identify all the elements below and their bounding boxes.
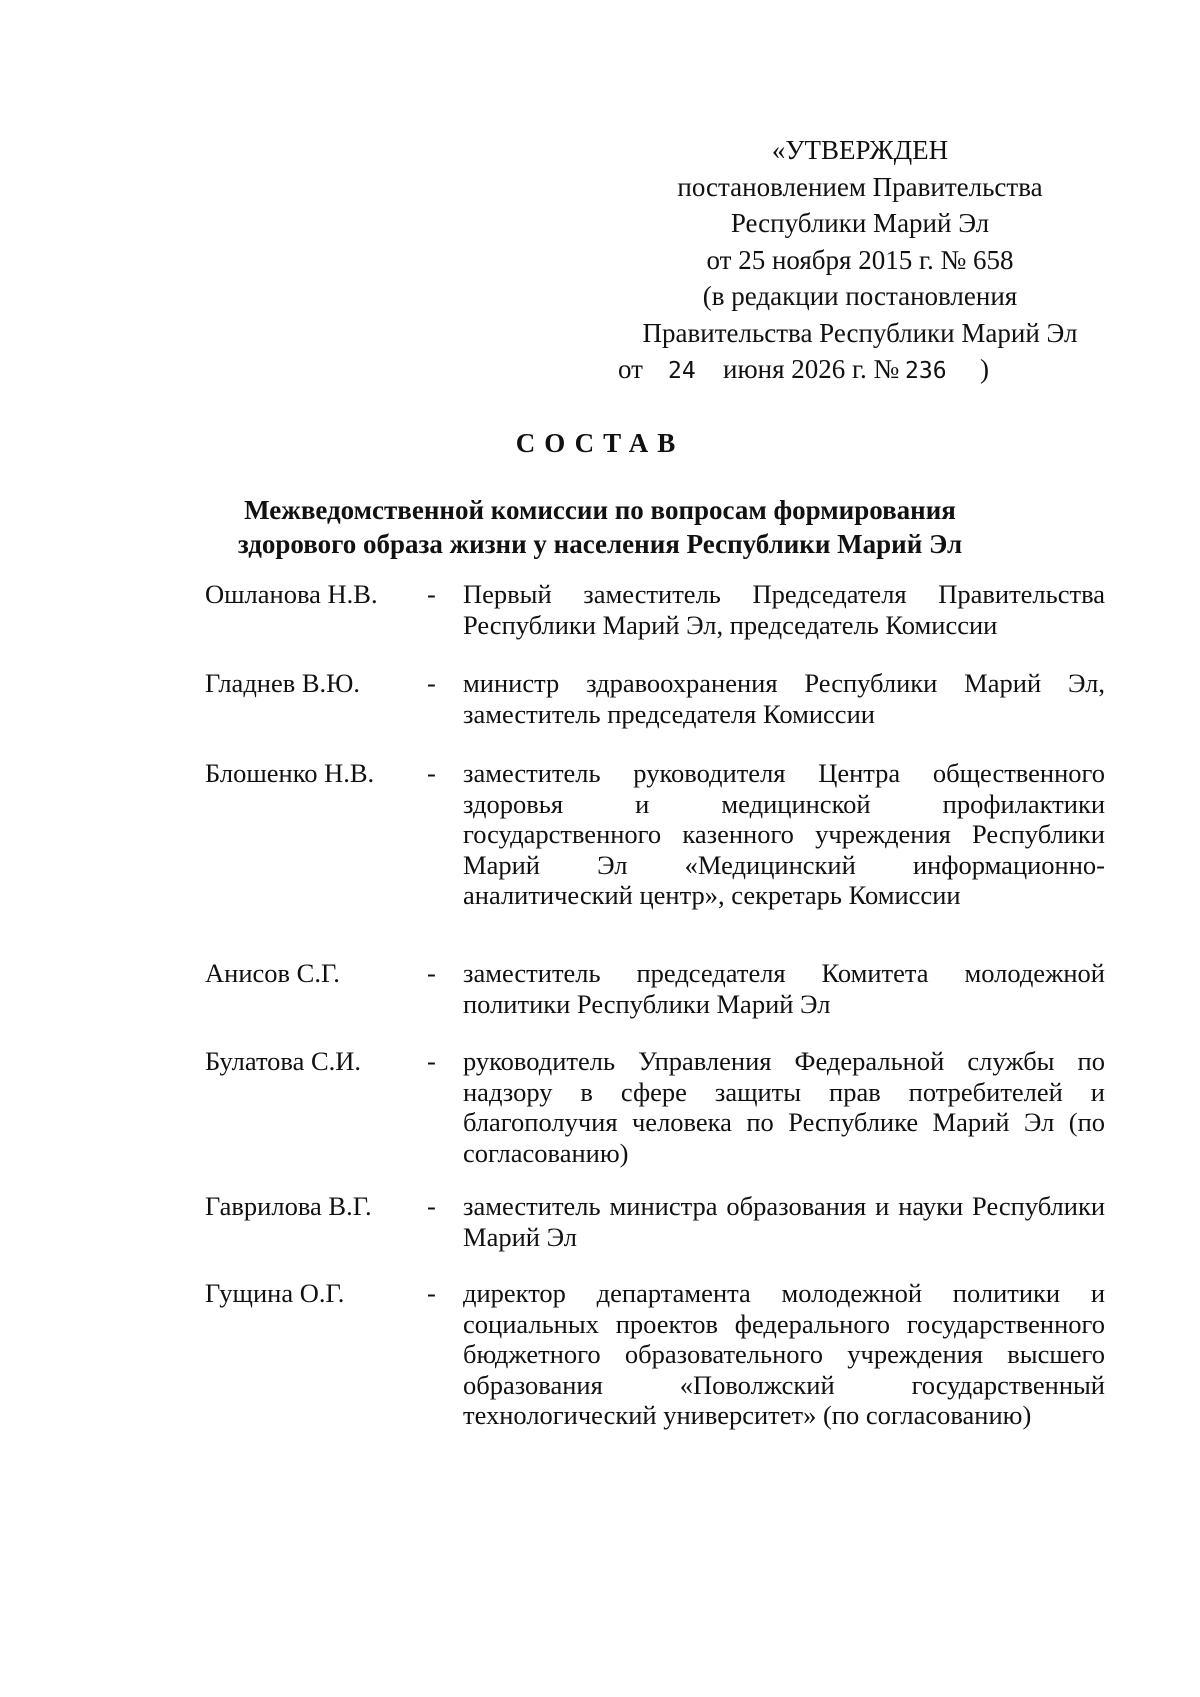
- approval-line: постановлением Правительства: [677, 171, 1043, 202]
- subtitle-line: здорового образа жизни у населения Республики Марий Эл: [237, 529, 963, 559]
- member-name: Гладнев В.Ю.: [205, 668, 361, 698]
- approval-line: Правительства Республики Марий Эл: [642, 317, 1078, 348]
- member-role: министр здравоохранения Республики Марий Эл, заместитель председателя Комиссии: [463, 668, 1105, 729]
- member-name: Булатова С.И.: [205, 1046, 362, 1076]
- member-dash: -: [427, 1191, 436, 1221]
- member-role: заместитель министра образования и науки Республики Марий Эл: [463, 1191, 1105, 1252]
- date-prefix: от: [618, 354, 643, 384]
- member-dash: -: [427, 1046, 436, 1076]
- member-dash: -: [427, 758, 436, 788]
- member-dash: -: [427, 668, 436, 698]
- subtitle-line: Межведомственной комиссии по вопросам формирования: [244, 495, 956, 525]
- member-role: заместитель руководителя Центра общественного здоровья и медицинской профилактики государственного казенного учреждения Республики Марий Эл «Медицинский информационно-аналитический центр», секретарь Комиссии: [463, 758, 1105, 910]
- member-role: директор департамента молодежной политики и социальных проектов федерального государственного бюджетного образовательного учреждения высшего образования «Поволжский государственный технологический университет» (по согласованию): [463, 1278, 1105, 1430]
- handwritten-day: 24: [668, 358, 696, 384]
- member-role: заместитель председателя Комитета молодежной политики Республики Марий Эл: [463, 958, 1105, 1019]
- approval-stamp-block: [610, 132, 1110, 388]
- approval-line: (в редакции постановления: [702, 281, 1018, 311]
- member-name: Блошенко Н.В.: [205, 758, 375, 788]
- document-title: СОСТАВ: [515, 428, 685, 458]
- approval-original-date: от 25 ноября 2015 г. № 658: [706, 244, 1014, 275]
- approval-amendment-date: [610, 351, 1110, 388]
- member-name: Анисов С.Г.: [205, 958, 340, 988]
- member-dash: -: [427, 579, 436, 609]
- member-name: Ошланова Н.В.: [205, 579, 378, 609]
- approval-heading: «УТВЕРЖДЕН: [771, 135, 949, 165]
- date-month-year: июня 2026 г. №: [723, 354, 900, 384]
- member-role: руководитель Управления Федеральной службы по надзору в сфере защиты прав потребителей и благополучия человека по Республике Марий Эл (по согласованию): [463, 1046, 1105, 1168]
- document-subtitle: [200, 493, 1000, 561]
- closing-paren: ): [980, 354, 989, 384]
- handwritten-number: 236: [905, 358, 947, 384]
- approval-line: Республики Марий Эл: [730, 208, 990, 238]
- member-dash: -: [427, 1278, 436, 1308]
- member-name: Гаврилова В.Г.: [205, 1191, 372, 1221]
- member-name: Гущина О.Г.: [205, 1278, 345, 1308]
- member-dash: -: [427, 958, 436, 988]
- member-role: Первый заместитель Председателя Правительства Республики Марий Эл, председатель Комиссии: [463, 579, 1105, 640]
